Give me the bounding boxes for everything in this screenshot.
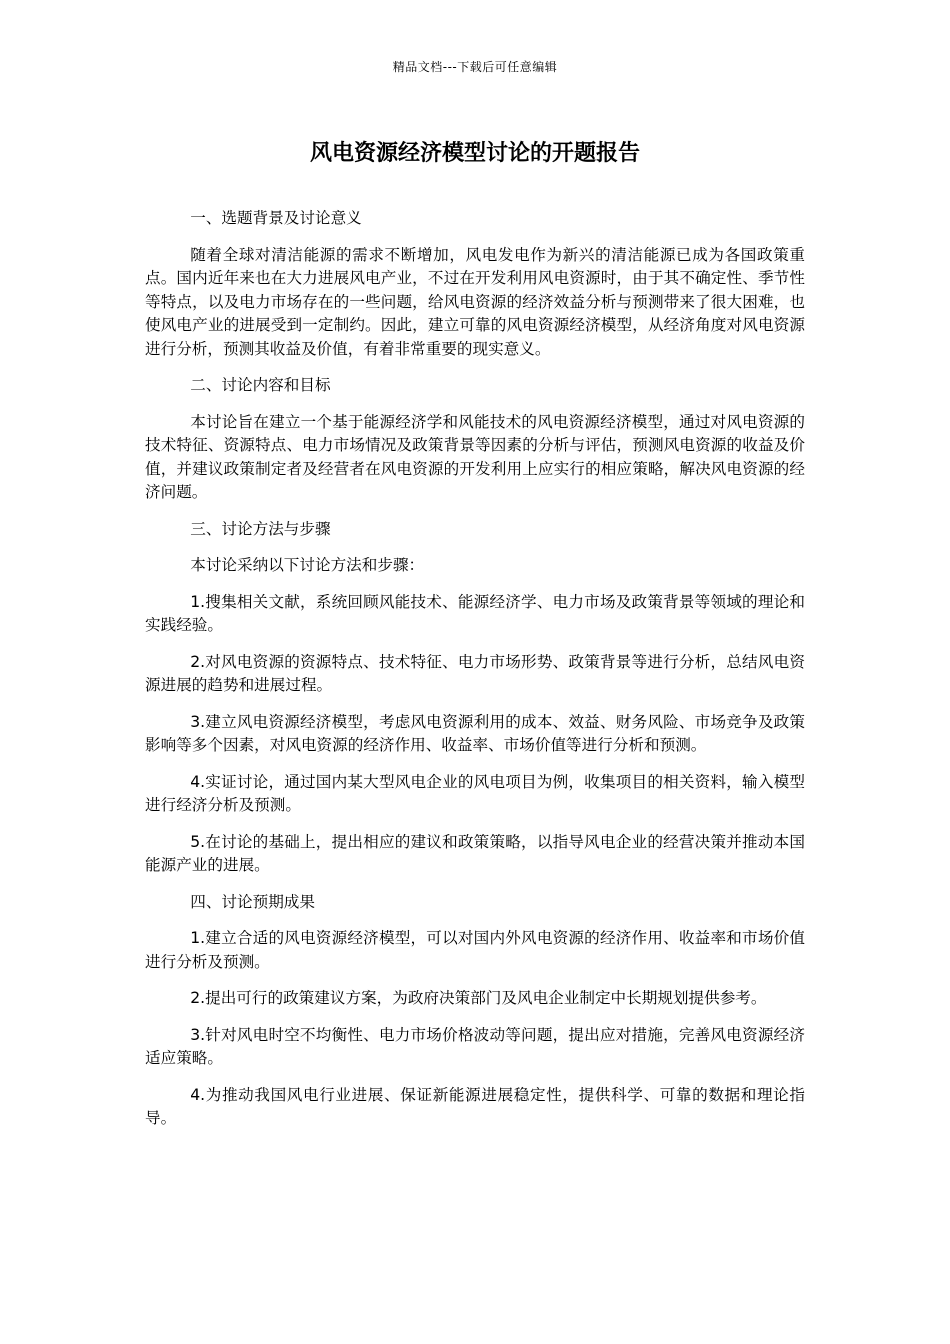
list-item-outcome-2: 2.提出可行的政策建议方案，为政府决策部门及风电企业制定中长期规划提供参考。 <box>190 989 767 1007</box>
paragraph-methods-intro: 本讨论采纳以下讨论方法和步骤： <box>190 556 425 574</box>
section-heading-content: 二、讨论内容和目标 <box>190 376 331 394</box>
section-heading-background: 一、选题背景及讨论意义 <box>190 209 362 227</box>
list-item-method-1: 1.搜集相关文献，系统回顾风能技术、能源经济学、电力市场及政策背景等领域的理论和实践经验。 <box>145 592 805 634</box>
list-item-outcome-1: 1.建立合适的风电资源经济模型，可以对国内外风电资源的经济作用、收益率和市场价值进行分析及预测。 <box>145 929 805 971</box>
paragraph-background: 随着全球对清洁能源的需求不断增加，风电发电作为新兴的清洁能源已成为各国政策重点。国内近年来也在大力进展风电产业，不过在开发利用风电资源时，由于其不确定性、季节性等特点，以及电力市场存在的一些问题，给风电资源的经济效益分析与预测带来了很大困难，也使风电产业的进展受到一定制约。因此，建立可靠的风电资源经济模型，从经济角度对风电资源进行分析，预测其收益及价值，有着非常重要的现实意义。 <box>145 245 805 358</box>
list-item-method-3: 3.建立风电资源经济模型，考虑风电资源利用的成本、效益、财务风险、市场竞争及政策影响等多个因素，对风电资源的经济作用、收益率、市场价值等进行分析和预测。 <box>145 712 805 754</box>
list-item-outcome-4: 4.为推动我国风电行业进展、保证新能源进展稳定性，提供科学、可靠的数据和理论指导。 <box>145 1085 805 1127</box>
section-heading-methods: 三、讨论方法与步骤 <box>190 519 331 538</box>
list-item-outcome-3: 3.针对风电时空不均衡性、电力市场价格波动等问题，提出应对措施，完善风电资源经济适应策略。 <box>145 1025 805 1067</box>
section-heading-outcomes: 四、讨论预期成果 <box>190 892 315 911</box>
document-title: 风电资源经济模型讨论的开题报告 <box>309 141 640 166</box>
paragraph-content: 本讨论旨在建立一个基于能源经济学和风能技术的风电资源经济模型，通过对风电资源的技术特征、资源特点、电力市场情况及政策背景等因素的分析与评估，预测风电资源的收益及价值，并建议政策制定者及经营者在风电资源的开发利用上应实行的相应策略，解决风电资源的经济问题。 <box>145 412 805 501</box>
page-header: 精品文档---下载后可任意编辑 <box>392 60 558 74</box>
list-item-method-2: 2.对风电资源的资源特点、技术特征、电力市场形势、政策背景等进行分析，总结风电资源进展的趋势和进展过程。 <box>145 652 805 694</box>
list-item-method-5: 5.在讨论的基础上，提出相应的建议和政策策略，以指导风电企业的经营决策并推动本国能源产业的进展。 <box>145 832 805 874</box>
document-body <box>145 207 805 1144</box>
list-item-method-4: 4.实证讨论，通过国内某大型风电企业的风电项目为例，收集项目的相关资料，输入模型进行经济分析及预测。 <box>145 772 805 814</box>
